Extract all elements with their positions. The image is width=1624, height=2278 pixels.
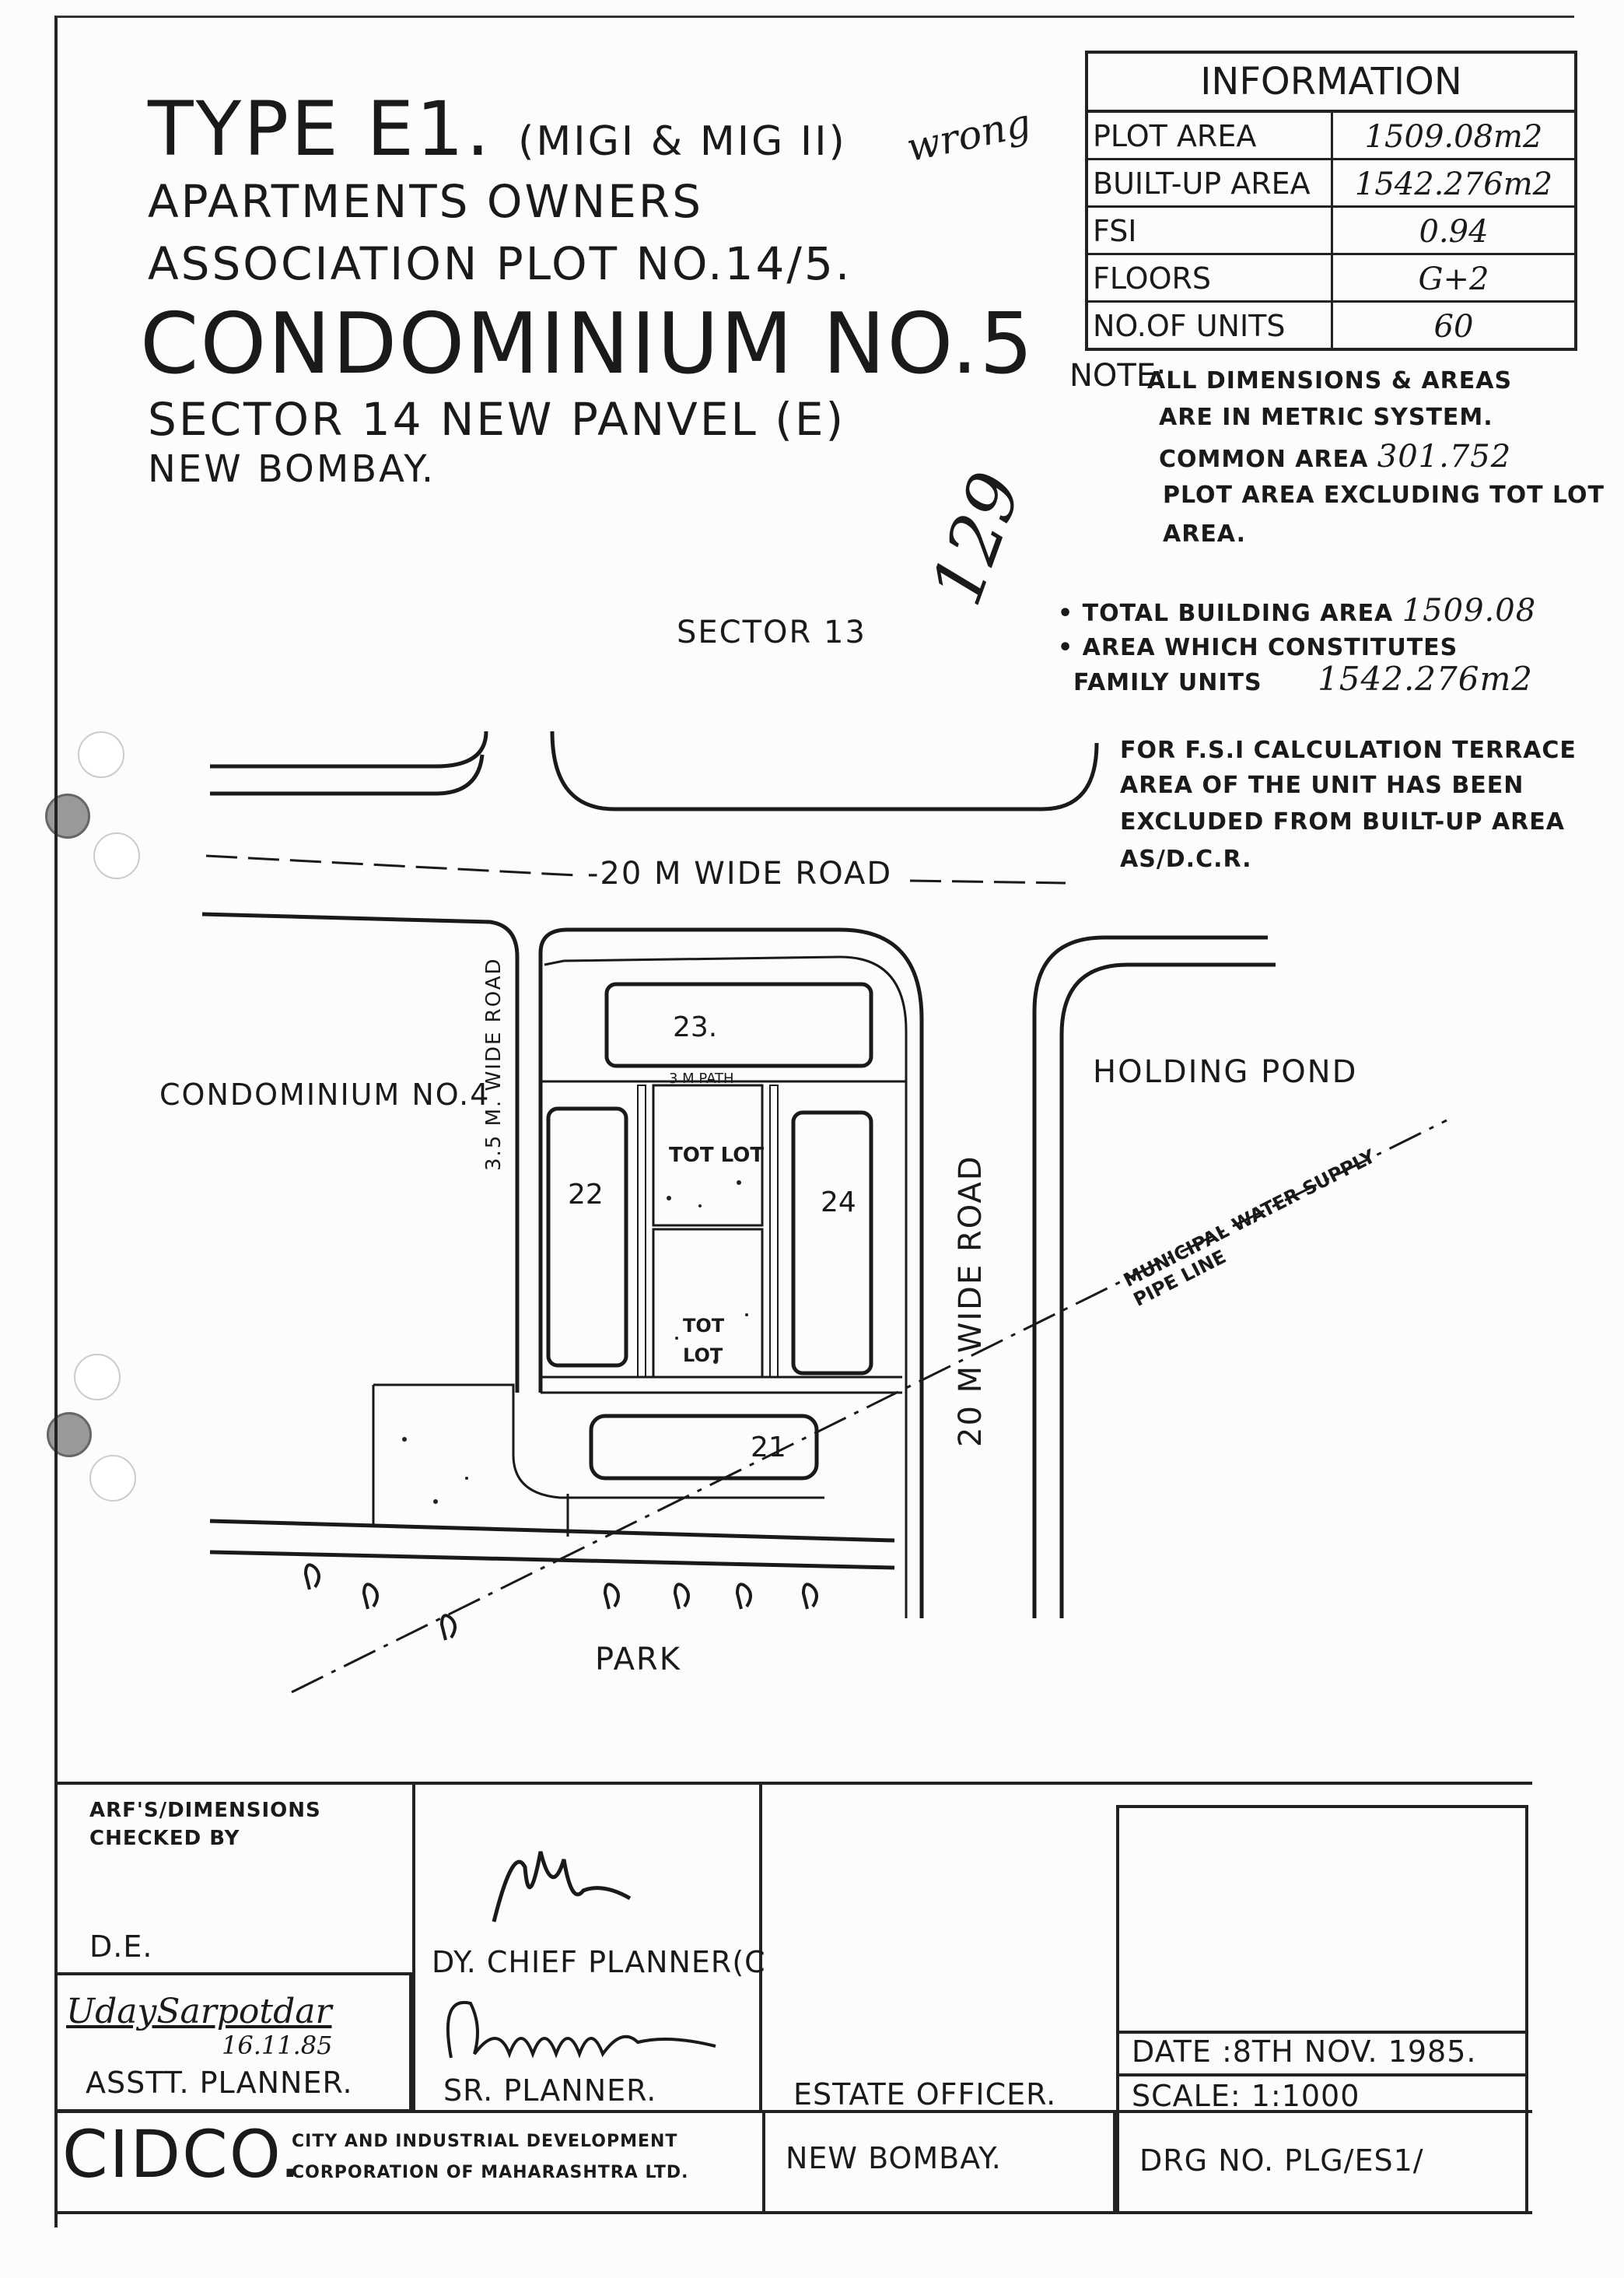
label-building-21: 21 — [751, 1432, 786, 1463]
label-condominium4: CONDOMINIUM NO.4 — [159, 1078, 491, 1112]
fsi-note-line2: AREA OF THE UNIT HAS BEEN — [1120, 772, 1524, 799]
title-city: NEW BOMBAY. — [148, 447, 436, 491]
date-label: DATE :8TH NOV. 1985. — [1132, 2034, 1477, 2069]
estate-officer: ESTATE OFFICER. — [793, 2077, 1057, 2112]
info-key: BUILT-UP AREA — [1088, 160, 1333, 205]
info-value: 0.94 — [1419, 214, 1489, 250]
total-building-area: • TOTAL BUILDING AREA 1509.08 — [1058, 593, 1537, 629]
title-condominium: CONDOMINIUM NO.5 — [140, 296, 1035, 393]
new-bombay: NEW BOMBAY. — [786, 2141, 1002, 2175]
road-edge — [210, 731, 486, 766]
road-edge — [552, 731, 1097, 809]
info-key: NO.OF UNITS — [1088, 303, 1333, 348]
label-road-top: -20 M WIDE ROAD — [587, 856, 893, 892]
handwritten-wrong: wrong — [902, 100, 1035, 171]
cidco-full-2: CORPORATION OF MAHARASHTRA LTD. — [292, 2163, 689, 2182]
checked-by-1: ARF'S/DIMENSIONS — [89, 1799, 321, 1822]
label-building-23: 23. — [673, 1011, 718, 1043]
note-line1: ALL DIMENSIONS & AREAS — [1147, 367, 1513, 394]
label-road-35: 3.5 M. WIDE ROAD — [482, 957, 506, 1171]
note-line3: COMMON AREA 301.752 — [1159, 439, 1512, 475]
label-park: PARK — [595, 1642, 681, 1677]
handwritten-page-number: 129 — [915, 461, 1038, 616]
label-tot-lot-2b: LOT — [683, 1344, 723, 1366]
info-value: 60 — [1433, 309, 1474, 345]
family-units-label2: FAMILY UNITS 1542.276m2 — [1073, 660, 1534, 698]
fsi-note-line4: AS/D.C.R. — [1120, 846, 1252, 873]
cidco-full-1: CITY AND INDUSTRIAL DEVELOPMENT — [292, 2132, 678, 2151]
cidco-logo: CIDCO. — [62, 2116, 303, 2192]
fsi-note-line3: EXCLUDED FROM BUILT-UP AREA — [1120, 808, 1565, 836]
dy-chief-signature — [482, 1828, 661, 1937]
drg-no: DRG NO. PLG/ES1/ — [1139, 2143, 1424, 2178]
note-line2: ARE IN METRIC SYSTEM. — [1159, 404, 1493, 431]
de-label: D.E. — [89, 1929, 153, 1964]
label-road-20-vertical: 20 M WIDE ROAD — [953, 1155, 989, 1447]
label-building-22: 22 — [568, 1179, 604, 1211]
title-line2: APARTMENTS OWNERS — [148, 175, 704, 228]
checked-by-2: CHECKED BY — [89, 1827, 240, 1850]
common-area-value: 301.752 — [1377, 439, 1512, 475]
info-value: 1542.276m2 — [1354, 166, 1553, 202]
info-key: FSI — [1088, 208, 1333, 253]
label-tot-lot-1: TOT LOT — [669, 1144, 765, 1167]
note-line4: PLOT AREA EXCLUDING TOT LOT — [1163, 482, 1605, 509]
asst-planner: ASSTT. PLANNER. — [86, 2066, 353, 2100]
label-water-supply: MUNICIPAL WATER SUPPLY PIPE LINE — [1120, 1144, 1379, 1311]
label-holding-pond: HOLDING POND — [1093, 1054, 1358, 1090]
label-sector13: SECTOR 13 — [677, 615, 866, 650]
total-building-area-value: 1509.08 — [1402, 593, 1537, 629]
title-line3: ASSOCIATION PLOT NO.14/5. — [148, 237, 852, 290]
label-tot-lot-2a: TOT — [683, 1315, 725, 1337]
road-edge — [210, 755, 482, 794]
sr-planner-signature — [436, 1980, 731, 2081]
title-sector: SECTOR 14 NEW PANVEL (E) — [148, 393, 846, 446]
family-units-value: 1542.276m2 — [1318, 660, 1534, 698]
asst-date: 16.11.85 — [222, 2031, 333, 2060]
note-line5: AREA. — [1163, 520, 1246, 548]
label-building-24: 24 — [821, 1186, 856, 1218]
note-prefix: NOTE: — [1069, 358, 1167, 394]
info-key: PLOT AREA — [1088, 113, 1333, 158]
title-type-sub: (MIGI & MIG II) — [518, 118, 847, 165]
scale-label: SCALE: 1:1000 — [1132, 2079, 1360, 2113]
family-units-label1: • AREA WHICH CONSTITUTES — [1058, 634, 1458, 661]
label-path: 3 M PATH — [669, 1071, 734, 1087]
info-value: 1509.08m2 — [1364, 119, 1543, 155]
dy-chief-planner: DY. CHIEF PLANNER(C — [432, 1945, 766, 1979]
info-value: G+2 — [1418, 261, 1489, 297]
info-key: FLOORS — [1088, 255, 1333, 300]
sr-planner: SR. PLANNER. — [443, 2073, 657, 2108]
fsi-note-line1: FOR F.S.I CALCULATION TERRACE — [1120, 737, 1577, 764]
asst-signature: UdaySarpotdar — [66, 1992, 332, 2031]
title-type: TYPE E1. (MIGI & MIG II) — [148, 86, 847, 173]
information-header: INFORMATION — [1088, 54, 1574, 113]
